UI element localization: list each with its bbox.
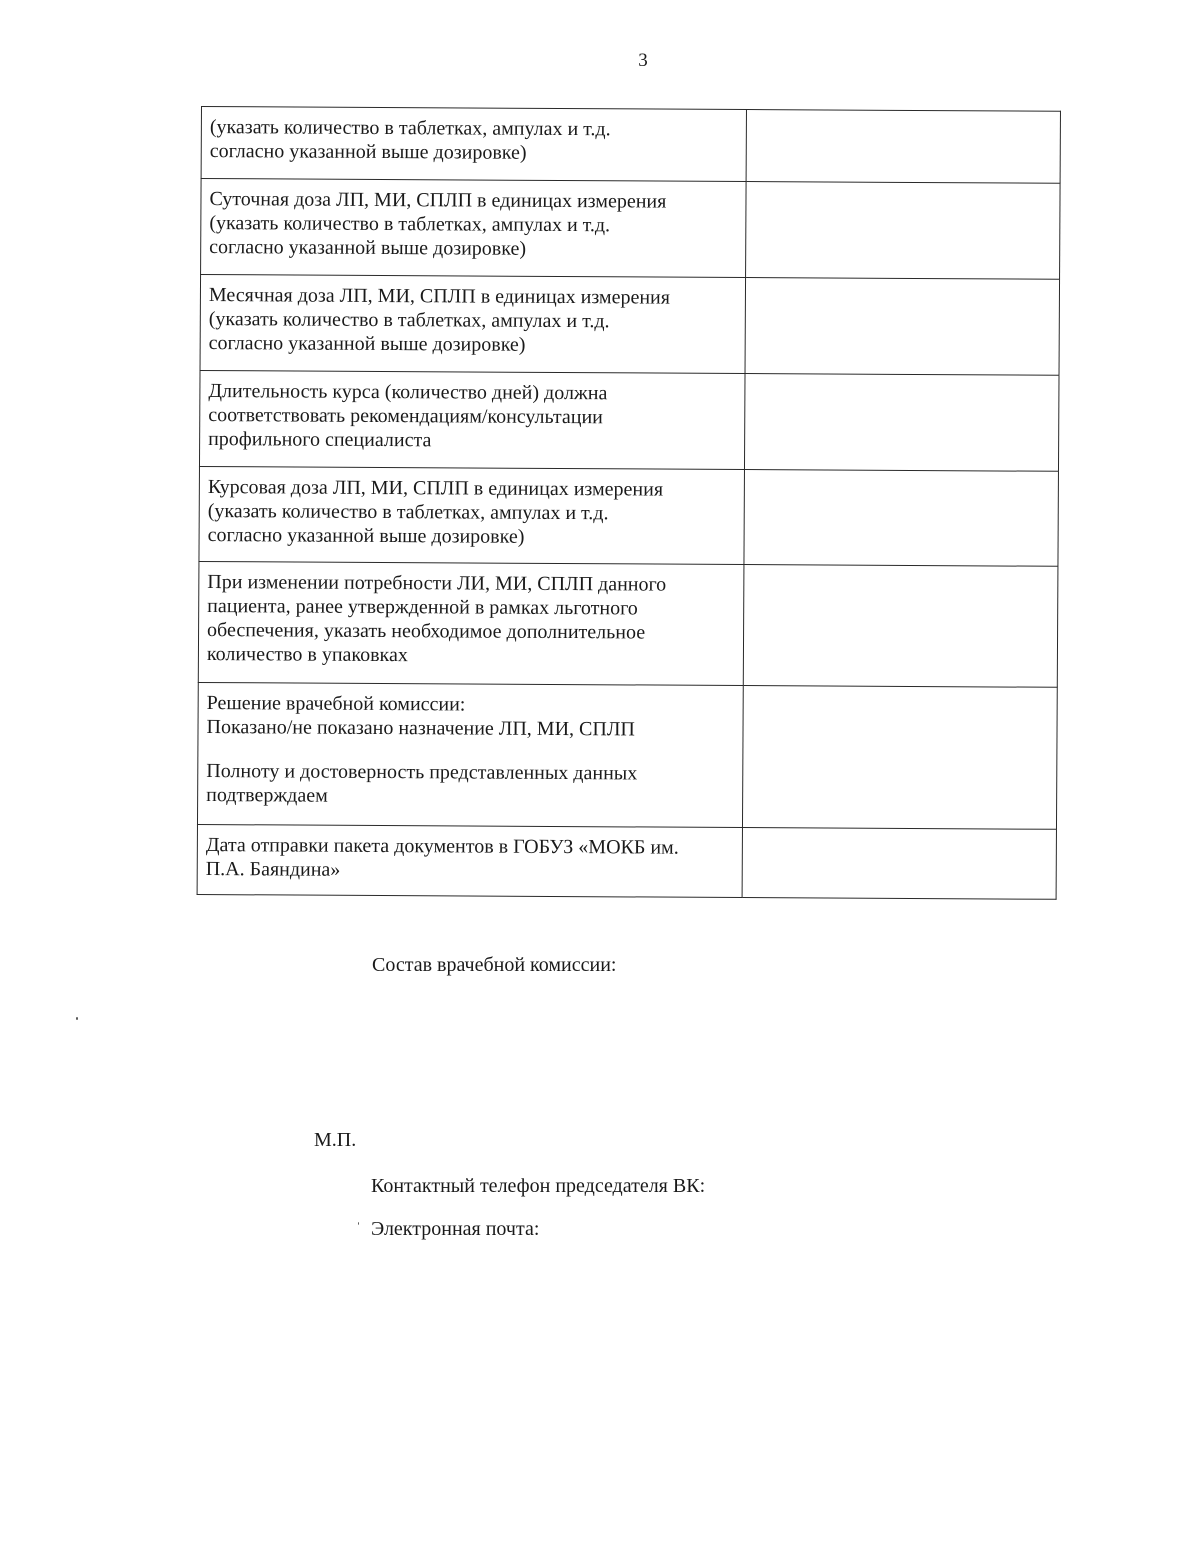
row-label-line: количество в упаковках	[206, 643, 408, 667]
row-label-cell	[199, 466, 744, 564]
table-row	[197, 824, 1056, 899]
row-label-line: Решение врачебной комиссии:	[206, 692, 466, 716]
row-label-line: подтверждаем	[206, 784, 328, 807]
row-label-line: П.А. Баяндина»	[205, 858, 341, 881]
table-row	[199, 370, 1059, 471]
stamp-label: М.П.	[314, 1129, 357, 1151]
row-value-cell[interactable]	[743, 470, 1058, 567]
table-row	[198, 561, 1058, 687]
row-label-line: согласно указанной выше дозировке)	[209, 236, 527, 260]
row-label-line: соответствовать рекомендациям/консультации	[208, 404, 603, 429]
page-number: 3	[638, 50, 648, 71]
row-label-cell	[201, 179, 746, 278]
form-table	[197, 106, 1061, 900]
email-label: Электронная почта:	[371, 1218, 540, 1240]
row-label-line: Месячная доза ЛП, МИ, СПЛП в единицах измерения	[208, 284, 671, 309]
row-label-line: (указать количество в таблетках, ампулах и т.д.	[209, 212, 611, 237]
row-label-line: согласно указанной выше дозировке)	[207, 524, 525, 548]
row-value-cell[interactable]	[742, 828, 1057, 900]
row-label-line: профильного специалиста	[208, 428, 432, 452]
row-label-line: Показано/не показано назначение ЛП, МИ, СПЛП	[206, 716, 635, 741]
row-value-cell[interactable]	[745, 182, 1060, 280]
row-label-line: Дата отправки пакета документов в ГОБУЗ «МОКБ им.	[205, 834, 679, 859]
row-label-line: обеспечения, указать необходимое дополнительное	[207, 619, 646, 644]
row-label-cell	[198, 561, 743, 685]
row-label-line: При изменении потребности ЛИ, МИ, СПЛП данного	[207, 571, 667, 596]
phone-label: Контактный телефон председателя ВК:	[371, 1175, 706, 1197]
row-label-cell	[197, 824, 742, 897]
row-label-cell	[197, 682, 742, 827]
row-value-cell[interactable]	[745, 278, 1060, 376]
row-label-cell	[200, 275, 745, 374]
table-row	[199, 466, 1059, 566]
row-label-cell	[201, 107, 746, 182]
row-label-line: согласно указанной выше дозировке)	[209, 140, 527, 164]
row-label-line: согласно указанной выше дозировке)	[208, 332, 526, 356]
table-row	[201, 179, 1061, 280]
row-label-line: Курсовая доза ЛП, МИ, СПЛП в единицах измерения	[207, 476, 664, 501]
row-value-cell[interactable]	[742, 686, 1057, 830]
row-label-line: Полноту и достоверность представленных данных	[206, 760, 638, 785]
row-value-cell[interactable]	[744, 374, 1059, 472]
commission-title: Состав врачебной комиссии:	[372, 954, 617, 976]
scan-speck	[358, 1222, 359, 1225]
row-label-cell	[199, 370, 744, 469]
table-row	[201, 107, 1060, 184]
row-label-line: Суточная доза ЛП, МИ, СПЛП в единицах измерения	[209, 188, 667, 213]
row-label-line: Длительность курса (количество дней) должна	[208, 380, 608, 405]
row-value-cell[interactable]	[743, 565, 1058, 688]
row-label-line: (указать количество в таблетках, ампулах и т.д.	[207, 500, 609, 525]
table-row	[197, 682, 1057, 829]
row-label-line: (указать количество в таблетках, ампулах и т.д.	[209, 116, 611, 141]
row-label-line: (указать количество в таблетках, ампулах и т.д.	[208, 308, 610, 333]
table-row	[200, 275, 1060, 376]
scan-speck	[76, 1017, 78, 1020]
row-label-line: пациента, ранее утвержденной в рамках льготного	[207, 595, 638, 620]
row-value-cell[interactable]	[746, 110, 1061, 184]
